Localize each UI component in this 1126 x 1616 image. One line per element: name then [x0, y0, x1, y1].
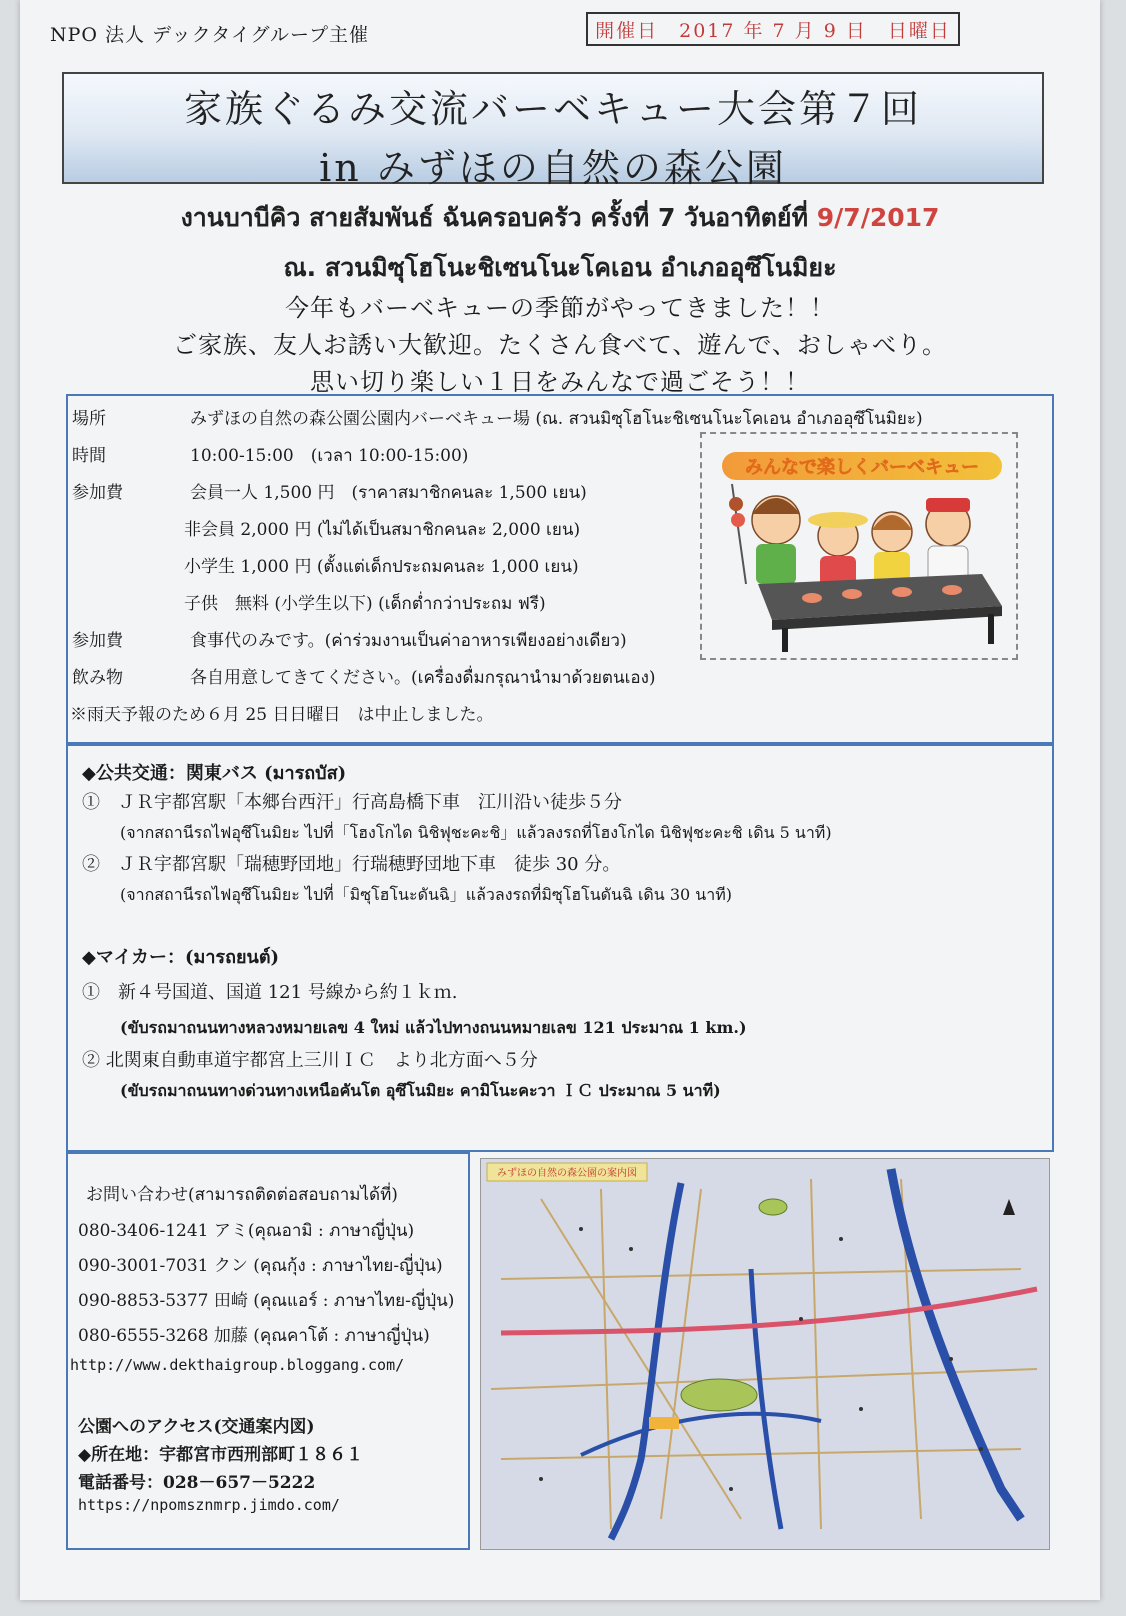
fee-child: 子供 無料 (小学生以下) (เด็กต่ำกว่าประถม ฟรี) [184, 594, 546, 614]
thai-title-date: 9/7/2017 [816, 203, 940, 232]
public-route-2: ② ＪＲ宇都宮駅「瑞穂野団地」行瑞穂野団地下車 徒歩 30 分。 [82, 854, 621, 875]
illustration-banner-text: みんなで楽しくバーベキュー [745, 457, 979, 478]
contact-box [66, 1152, 470, 1550]
place-value: みずほの自然の森公園公園内バーベキュー場 (ณ. สวนมิซุโฮโนะชิเซนโนะโคเอน อำเภออุซึโนมิยะ) [190, 409, 923, 429]
fee-elementary: 小学生 1,000 円 (ตั้งแต่เด็กประถมคนละ 1,000 เยน) [184, 557, 579, 577]
title-location: in みずほの自然の森公園 [319, 146, 787, 190]
park-website-link[interactable]: https://npomsznmrp.jimdo.com/ [78, 1496, 340, 1514]
park-address: ◆所在地：宇都宮市西刑部町１８６１ [78, 1445, 364, 1465]
thai-title-line [20, 198, 1100, 238]
car-route-2: ② 北関東自動車道宇都宮上三川ＩＣ より北方面へ５分 [82, 1050, 538, 1071]
transport-box [66, 744, 1054, 1152]
event-date: 開催日 2017 年 7 月 9 日 日曜日 [595, 19, 951, 42]
access-heading: 公園へのアクセス(交通案内図) [78, 1417, 315, 1437]
organizer-text: NPO 法人 デックタイグループ主催 [50, 24, 370, 46]
intro-line-2: ご家族、友人お誘い大歓迎。たくさん食べて、遊んで、おしゃべり。 [172, 331, 948, 359]
time-label: 時間 [72, 446, 106, 466]
thai-location-line: ณ. สวนมิซุโฮโนะชิเซนโนะโคเอน อำเภออุซึโนมิยะ [283, 253, 837, 282]
time-value: 10:00-15:00 (เวลา 10:00-15:00) [190, 446, 469, 466]
thai-title-text: งานบาบีคิว สายสัมพันธ์ ฉันครอบครัว ครั้งที่ 7 วันอาทิตย์ที่ [180, 203, 817, 232]
rain-note: ※雨天予報のため６月 25 日日曜日 は中止しました。 [70, 705, 494, 725]
flyer-page [20, 0, 1100, 1600]
access-map [480, 1158, 1050, 1550]
title-banner [62, 72, 1044, 190]
bbq-illustration [700, 432, 1018, 660]
fee2-value: 食事代のみです。(ค่าร่วมงานเป็นค่าอาหารเพียงอย่างเดียว) [190, 631, 627, 651]
contact-phone-3: 090-8853-5377 田崎 (คุณแอร์ : ภาษาไทย-ญี่ปุ่น) [78, 1291, 455, 1311]
fee-member: 会員一人 1,500 円 (ราคาสมาชิกคนละ 1,500 เยน) [190, 483, 587, 503]
group-website-link[interactable]: http://www.dekthaigroup.bloggang.com/ [70, 1356, 405, 1374]
car-route-2-thai: (ขับรถมาถนนทางด่วนทางเหนือคันโต อุซึโนมิยะ คามิโนะคะวา ＩＣ ประมาณ 5 นาที) [120, 1081, 721, 1100]
car-route-1-thai: (ขับรถมาถนนทางหลวงหมายเลข 4 ใหม่ แล้วไปทางถนนหมายเลข 121 ประมาณ 1 km.) [120, 1018, 747, 1037]
contact-phone-2: 090-3001-7031 クン (คุณกุ้ง : ภาษาไทย-ญี่ปุ่น) [78, 1256, 443, 1276]
public-route-2-thai: (จากสถานีรถไฟอุซึโนมิยะ ไปที่「มิซุโฮโนะดันฉิ」แล้วลงรถที่มิซุโฮโนดันฉิ เดิน 30 นาที) [120, 885, 732, 904]
place-label: 場所 [72, 409, 106, 429]
event-date-box [586, 12, 960, 46]
map-caption: みずほの自然の森公園の案内図 [497, 1168, 637, 1179]
access-map-image [481, 1159, 1047, 1547]
intro-line-3: 思い切り楽しい１日をみんなで過ごそう！！ [310, 368, 810, 396]
public-route-1: ① ＪＲ宇都宮駅「本郷台西汗」行高島橋下車 江川沿い徒歩５分 [82, 792, 622, 813]
drinks-label: 飲み物 [72, 668, 123, 688]
contact-phone-4: 080-6555-3268 加藤 (คุณคาโต้ : ภาษาญี่ปุ่น) [78, 1326, 430, 1346]
drinks-value: 各自用意してきてください。(เครื่องดื่มกรุณานำมาด้วยตนเอง) [190, 668, 656, 688]
title-main: 家族ぐるみ交流バーベキュー大会第７回 [183, 87, 922, 131]
fee-nonmember: 非会員 2,000 円 (ไม่ได้เป็นสมาชิกคนละ 2,000 เยน) [184, 520, 581, 540]
contact-phone-1: 080-3406-1241 アミ(คุณอามิ : ภาษาญี่ปุ่น) [78, 1221, 415, 1241]
car-route-1: ① 新４号国道、国道 121 号線から約１ｋｍ. [82, 982, 458, 1003]
public-route-1-thai: (จากสถานีรถไฟอุซึโนมิยะ ไปที่「โฮงโกได นิชิฟุชะคะชิ」แล้วลงรถที่โฮงโกได นิชิฟุชะคะชิ เดิน 5 นาที) [120, 823, 832, 842]
park-phone: 電話番号：028－657－5222 [78, 1473, 316, 1493]
fee2-label: 参加費 [72, 631, 123, 651]
fee-label: 参加費 [72, 483, 123, 503]
intro-line-1: 今年もバーベキューの季節がやってきました！！ [285, 294, 835, 322]
bbq-family-image [702, 434, 1016, 658]
public-transport-heading: ◆公共交通：関東バス (มารถบัส) [82, 763, 347, 784]
contact-heading: お問い合わせ(สามารถติดต่อสอบถามได้ที่) [86, 1185, 398, 1205]
car-heading: ◆マイカー：(มารถยนต์) [82, 947, 280, 968]
